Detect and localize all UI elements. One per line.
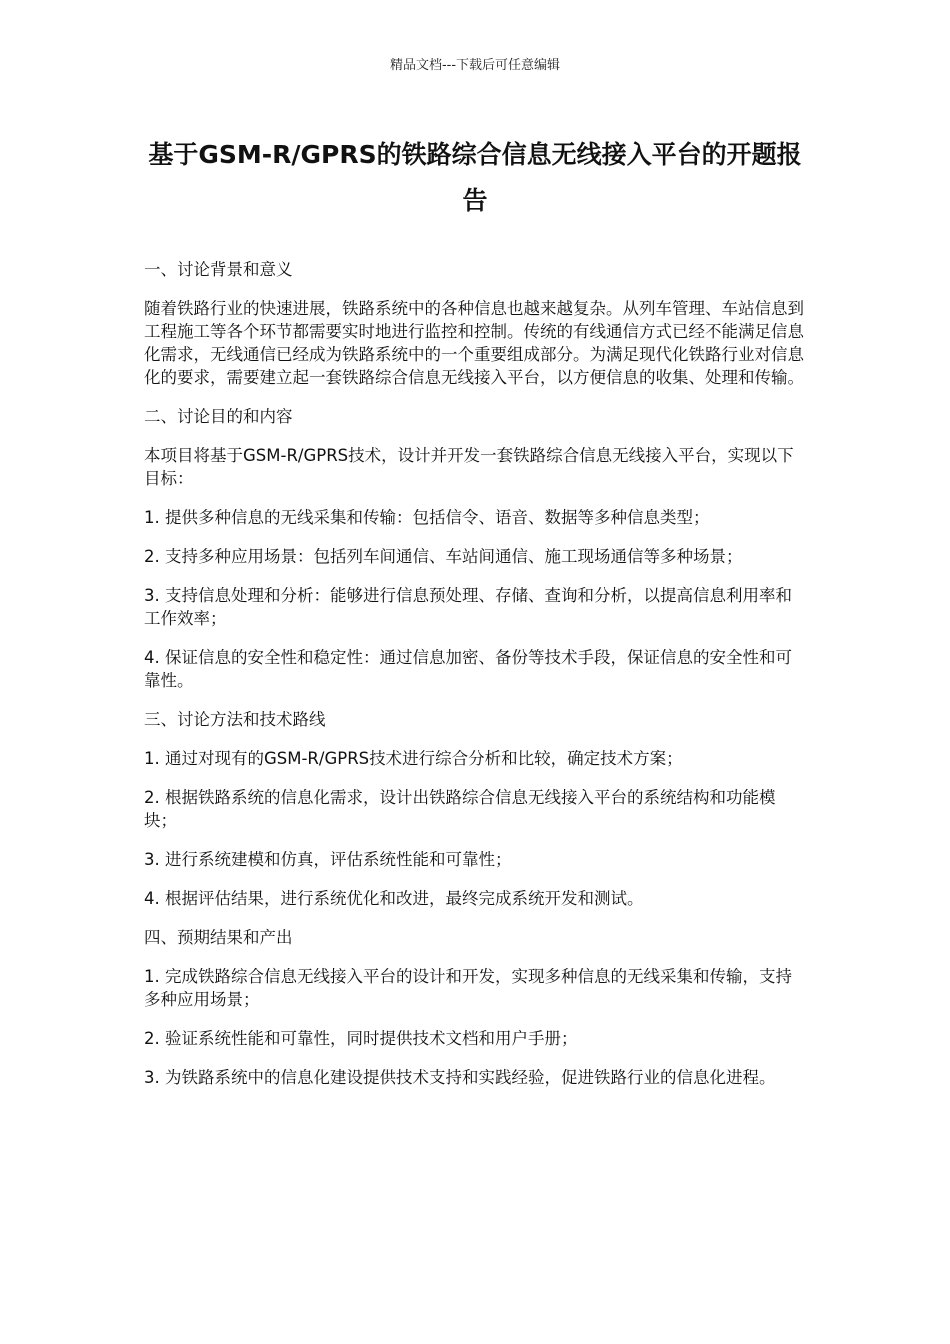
- list-item: 1. 提供多种信息的无线采集和传输：包括信令、语音、数据等多种信息类型；: [144, 508, 710, 527]
- list-item: 1. 完成铁路综合信息无线接入平台的设计和开发，实现多种信息的无线采集和传输，支持多种应用场景；: [144, 967, 792, 1009]
- list-item: 3. 支持信息处理和分析：能够进行信息预处理、存储、查询和分析，以提高信息利用率和工作效率；: [144, 586, 792, 628]
- section-heading: 一、讨论背景和意义: [144, 260, 293, 279]
- body-paragraph: 本项目将基于GSM-R/GPRS技术，设计并开发一套铁路综合信息无线接入平台，实现以下目标：: [144, 446, 794, 488]
- list-item: 2. 根据铁路系统的信息化需求，设计出铁路综合信息无线接入平台的系统结构和功能模块；: [144, 788, 776, 830]
- list-item: 3. 为铁路系统中的信息化建设提供技术支持和实践经验，促进铁路行业的信息化进程。: [144, 1068, 776, 1087]
- section-heading: 三、讨论方法和技术路线: [144, 710, 326, 729]
- list-item: 4. 保证信息的安全性和稳定性：通过信息加密、备份等技术手段，保证信息的安全性和可靠性。: [144, 648, 792, 690]
- section-heading: 四、预期结果和产出: [144, 928, 293, 947]
- list-item: 3. 进行系统建模和仿真，评估系统性能和可靠性；: [144, 850, 512, 869]
- list-item: 2. 支持多种应用场景：包括列车间通信、车站间通信、施工现场通信等多种场景；: [144, 547, 743, 566]
- list-item: 4. 根据评估结果，进行系统优化和改进，最终完成系统开发和测试。: [144, 889, 644, 908]
- page-header-note: 精品文档---下载后可任意编辑: [389, 58, 561, 73]
- section-heading: 二、讨论目的和内容: [144, 407, 293, 426]
- body-paragraph: 随着铁路行业的快速进展，铁路系统中的各种信息也越来越复杂。从列车管理、车站信息到工程施工等各个环节都需要实时地进行监控和控制。传统的有线通信方式已经不能满足信息化需求，无线通信已经成为铁路系统中的一个重要组成部分。为满足现代化铁路行业对信息化的要求，需要建立起一套铁路综合信息无线接入平台，以方便信息的收集、处理和传输。: [144, 299, 804, 387]
- list-item: 2. 验证系统性能和可靠性，同时提供技术文档和用户手册；: [144, 1029, 578, 1048]
- list-item: 1. 通过对现有的GSM-R/GPRS技术进行综合分析和比较，确定技术方案；: [144, 749, 683, 768]
- document-title: 基于GSM-R/GPRS的铁路综合信息无线接入平台的开题报告: [148, 140, 802, 215]
- document-body: [144, 258, 806, 1105]
